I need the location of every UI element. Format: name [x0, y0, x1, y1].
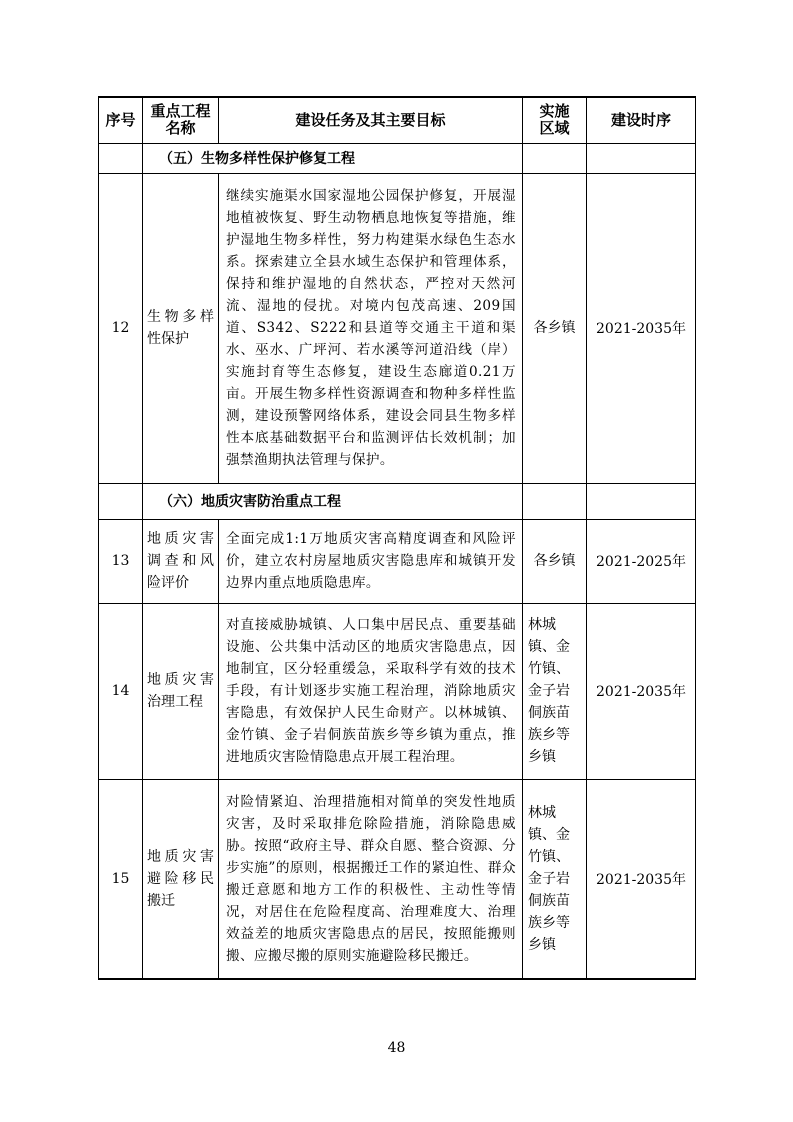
section-row [99, 483, 696, 519]
row-area: 各乡镇 [523, 173, 587, 483]
row-seq: 12 [99, 173, 143, 483]
section-title: （五）生物多样性保护修复工程 [143, 143, 523, 173]
row-seq: 13 [99, 519, 143, 603]
row-time: 2021-2035年 [587, 603, 696, 779]
row-task: 对直接威胁城镇、人口集中居民点、重要基础设施、公共集中活动区的地质灾害隐患点，因地制宜，区分轻重缓急，采取科学有效的技术手段，有计划逐步实施工程治理，消除地质灾害隐患，有效保护人民生命财产。以林城镇、金竹镇、金子岩侗族苗族乡等乡镇为重点，推进地质灾害险情隐患点开展工程治理。 [219, 603, 523, 779]
header-task: 建设任务及其主要目标 [219, 97, 523, 143]
row-time: 2021-2035年 [587, 173, 696, 483]
row-time: 2021-2035年 [587, 779, 696, 979]
row-time: 2021-2025年 [587, 519, 696, 603]
row-seq: 15 [99, 779, 143, 979]
row-task: 继续实施渠水国家湿地公园保护修复，开展湿地植被恢复、野生动物栖息地恢复等措施，维护湿地生物多样性，努力构建渠水绿色生态水系。探索建立全县水域生态保护和管理体系，保持和维护湿地的自然状态，严控对天然河流、湿地的侵扰。对境内包茂高速、209国道、S342、S222和县道等交通主干道和渠水、巫水、广坪河、若水溪等河道沿线（岸）实施封育等生态修复，建设生态廊道0.21万亩。开展生物多样性资源调查和物种多样性监测，建设预警网络体系，建设会同县生物多样性本底基础数据平台和监测评估长效机制；加强禁渔期执法管理与保护。 [219, 173, 523, 483]
section-row [99, 143, 696, 173]
table-row [99, 603, 696, 779]
row-area: 各乡镇 [523, 519, 587, 603]
row-area: 林城镇、金竹镇、金子岩侗族苗族乡等乡镇 [523, 603, 587, 779]
header-project-name: 重点工程名称 [143, 97, 219, 143]
header-area: 实施区域 [523, 97, 587, 143]
table-row [99, 519, 696, 603]
table-header-row [99, 97, 696, 143]
header-time: 建设时序 [587, 97, 696, 143]
row-project-name: 地质灾害避险移民搬迁 [143, 779, 219, 979]
row-project-name: 生物多样性保护 [143, 173, 219, 483]
header-seq: 序号 [99, 97, 143, 143]
row-task: 全面完成1:1万地质灾害高精度调查和风险评价，建立农村房屋地质灾害隐患库和城镇开发边界内重点地质隐患库。 [219, 519, 523, 603]
project-table [98, 96, 696, 980]
row-project-name: 地质灾害调查和风险评价 [143, 519, 219, 603]
page-number: 48 [387, 1040, 406, 1056]
row-project-name: 地质灾害治理工程 [143, 603, 219, 779]
row-area: 林城镇、金竹镇、金子岩侗族苗族乡等乡镇 [523, 779, 587, 979]
section-title: （六）地质灾害防治重点工程 [143, 483, 523, 519]
table-row [99, 173, 696, 483]
table-row [99, 779, 696, 979]
row-task: 对险情紧迫、治理措施相对简单的突发性地质灾害，及时采取排危除险措施，消除隐患威胁。按照“政府主导、群众自愿、整合资源、分步实施”的原则，根据搬迁工作的紧迫性、群众搬迁意愿和地方工作的积极性、主动性等情况，对居住在危险程度高、治理难度大、治理效益差的地质灾害隐患点的居民，按照能搬则搬、应搬尽搬的原则实施避险移民搬迁。 [219, 779, 523, 979]
row-seq: 14 [99, 603, 143, 779]
